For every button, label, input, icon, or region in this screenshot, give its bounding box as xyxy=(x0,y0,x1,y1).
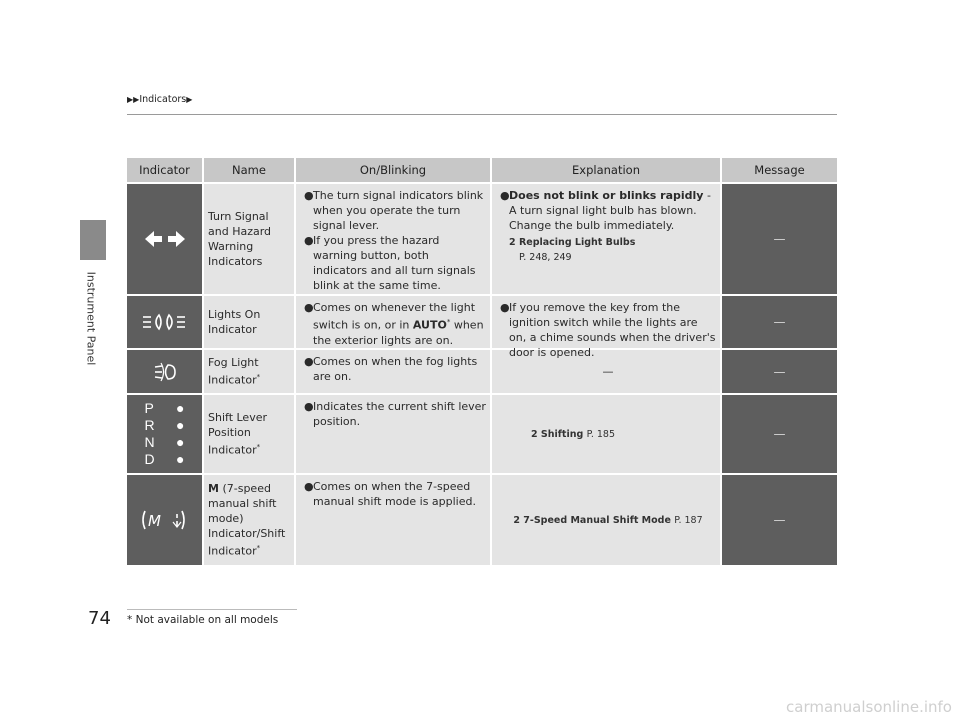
on-blinking-cell xyxy=(296,350,492,393)
cross-reference[interactable]: 2 7-Speed Manual Shift Mode P. 187 xyxy=(513,514,703,526)
list-item: ● Indicates the current shift lever position. xyxy=(304,400,486,428)
on-blinking-cell xyxy=(296,475,492,565)
name-cell: Lights On Indicator xyxy=(204,296,296,348)
lights-on-icon xyxy=(127,296,204,348)
explanation-cell xyxy=(492,184,722,294)
cross-reference[interactable]: 2 Replacing Light Bulbs P. 248, 249 xyxy=(509,237,636,263)
page-number: 74 xyxy=(88,608,111,629)
explanation-cell xyxy=(492,296,722,359)
table-row xyxy=(127,296,837,359)
on-blinking-cell xyxy=(296,395,492,473)
manual-shift-icon xyxy=(127,475,204,565)
header-name: Name xyxy=(204,158,296,182)
name-cell: Shift Lever Position Indicator* xyxy=(204,395,296,473)
footnote-rule xyxy=(127,609,297,610)
header-message: Message xyxy=(754,163,805,177)
cross-reference[interactable]: 2 Shifting P. 185 xyxy=(530,428,616,440)
list-item: ● The turn signal indicators blink when you operate the turn signal lever. xyxy=(304,189,484,232)
header-indicator: Indicator xyxy=(127,158,204,182)
indicator-table xyxy=(127,158,837,565)
table-row xyxy=(127,184,837,294)
explanation-cell xyxy=(492,395,722,473)
list-item: ● Comes on when the 7-speed manual shift mode is applied. xyxy=(304,480,476,508)
explanation-cell: — xyxy=(492,350,722,393)
message-cell: — xyxy=(722,296,837,348)
header-explanation: Explanation xyxy=(492,158,722,182)
section-label: Instrument Panel xyxy=(84,271,98,366)
explanation-cell xyxy=(492,475,722,565)
list-item: ● If you press the hazard warning button, both indicators and all turn signals blink at the same time. xyxy=(304,234,476,292)
footnote: * Not available on all models xyxy=(127,614,279,626)
name-cell: Turn Signal and Hazard Warning Indicators xyxy=(204,184,296,294)
watermark: carmanualsonline.info xyxy=(786,698,952,716)
name-cell: M (7-speed manual shift mode) Indicator/Shift Indicator* xyxy=(204,475,296,565)
header-on-blinking: On/Blinking xyxy=(296,158,492,182)
on-blinking-cell xyxy=(296,296,492,348)
svg-text:M: M xyxy=(147,512,161,530)
shift-position-icon: P ● R ● N ● D ● xyxy=(127,395,204,473)
header-rule xyxy=(127,114,837,115)
table-row xyxy=(127,350,837,393)
turn-signal-icon xyxy=(127,184,204,294)
list-item: ● Comes on whenever the light switch is on, or in AUTO* when the exterior lights are on. xyxy=(304,301,484,347)
message-cell: — xyxy=(722,395,837,473)
list-item: ● Does not blink or blinks rapidly - A turn signal light bulb has blown. Change the bulb immediately. xyxy=(500,189,711,232)
message-cell: — xyxy=(722,350,837,393)
name-cell: Fog Light Indicator* xyxy=(204,350,296,393)
list-item: ● Comes on when the fog lights are on. xyxy=(304,355,478,383)
table-header xyxy=(127,158,837,182)
table-row xyxy=(127,475,837,565)
chapter-tab xyxy=(80,220,106,260)
breadcrumb: ▶▶Indicators▶ xyxy=(127,94,193,105)
fog-light-icon xyxy=(127,350,204,393)
list-item: ● If you remove the key from the ignition switch while the lights are on, a chime sounds when the driver's door is opened. xyxy=(500,301,716,359)
table-row xyxy=(127,395,837,473)
on-blinking-cell xyxy=(296,184,492,294)
message-cell: — xyxy=(722,184,837,294)
message-cell: — xyxy=(722,475,837,565)
